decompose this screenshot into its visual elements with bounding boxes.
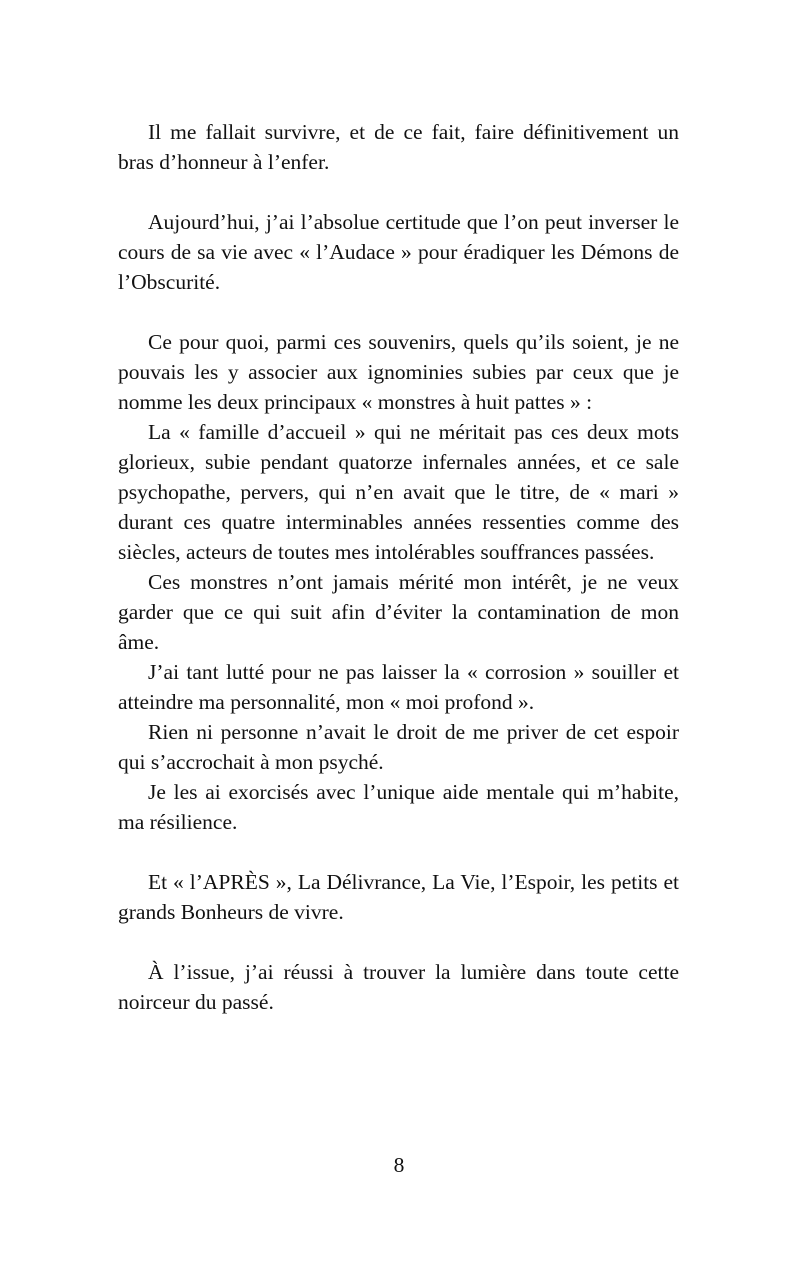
paragraph-10: À l’issue, j’ai réussi à trouver la lumière dans toute cette noirceur du passé. [118, 960, 679, 1014]
paragraph-1: Il me fallait survivre, et de ce fait, faire définitivement un bras d’honneur à l’enfer. [118, 120, 679, 174]
paragraph-7: Rien ni personne n’avait le droit de me priver de cet espoir qui s’accrochait à mon psyché. [118, 720, 679, 774]
paragraph-3: Ce pour quoi, parmi ces souvenirs, quels qu’ils soient, je ne pouvais les y associer aux ignominies subies par ceux que je nomme les deux principaux « monstres à huit pattes » : [118, 330, 679, 414]
paragraph-5: Ces monstres n’ont jamais mérité mon intérêt, je ne veux garder que ce qui suit afin d’éviter la contamination de mon âme. [118, 570, 679, 654]
paragraph-4: La « famille d’accueil » qui ne méritait pas ces deux mots glorieux, subie pendant quatorze infernales années, et ce sale psychopathe, pervers, qui n’en avait que le titre, de « mari » durant ces quatre interminables années ressenties comme des siècles, acteurs de toutes mes intolérables souffrances passées. [118, 420, 679, 564]
paragraph-6: J’ai tant lutté pour ne pas laisser la « corrosion » souiller et atteindre ma personnalité, mon « moi profond ». [118, 660, 679, 714]
paragraph-8: Je les ai exorcisés avec l’unique aide mentale qui m’habite, ma résilience. [118, 780, 679, 834]
paragraph-2: Aujourd’hui, j’ai l’absolue certitude que l’on peut inverser le cours de sa vie avec « l’Audace » pour éradiquer les Démons de l’Obscurité. [118, 210, 679, 294]
paragraph-9: Et « l’APRÈS », La Délivrance, La Vie, l’Espoir, les petits et grands Bonheurs de vivre. [118, 870, 679, 924]
body-text [118, 117, 679, 1017]
page-number: 8 [393, 1153, 405, 1177]
